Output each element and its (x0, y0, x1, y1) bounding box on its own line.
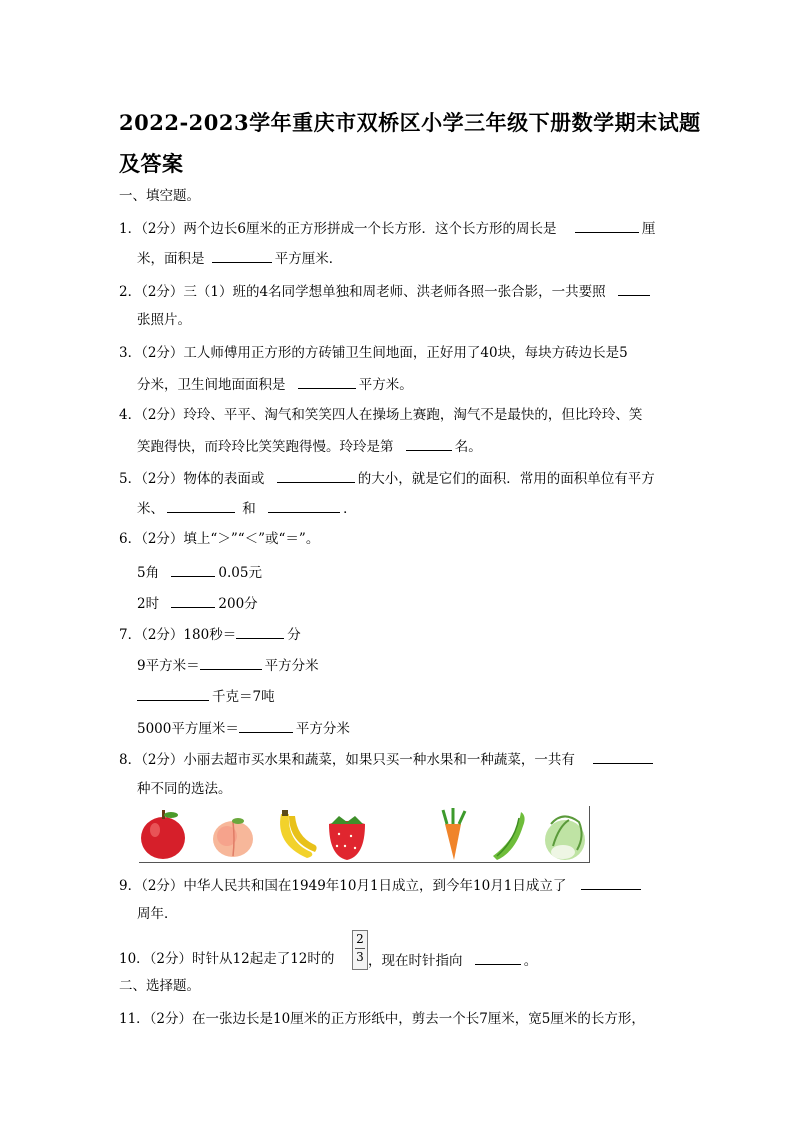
question-9: 9．（2分）中华人民共和国在1949年10月1日成立，到今年10月1日成立了 (119, 875, 644, 895)
produce-images (139, 806, 589, 862)
strawberry-icon (329, 816, 365, 860)
q7-blank-4[interactable] (239, 718, 293, 733)
fraction-numerator: 2 (356, 932, 364, 946)
question-4: 4．（2分）玲玲、平平、淘气和笑笑四人在操场上赛跑，淘气不是最快的，但比玲玲、笑 (119, 407, 643, 423)
fraction-bar (355, 948, 365, 949)
q7-blank-3[interactable] (137, 686, 209, 701)
q3-blank[interactable] (298, 374, 356, 389)
question-11: 11．（2分）在一张边长是10厘米的正方形纸中，剪去一个长7厘米，宽5厘米的长方形， (119, 1011, 645, 1027)
q10-blank[interactable] (475, 950, 521, 965)
q6-blank-1[interactable] (171, 562, 215, 577)
question-2-cont: 张照片。 (137, 312, 191, 328)
cabbage-icon (545, 816, 585, 860)
q7-item-2: 9平方米＝ 平方分米 (137, 655, 319, 675)
q6-blank-2[interactable] (171, 593, 215, 608)
q1-blank-area[interactable] (212, 248, 272, 263)
question-3-cont: 分米，卫生间地面面积是 平方米。 (137, 374, 413, 394)
question-5: 5．（2分）物体的表面或 的大小，就是它们的面积．常用的面积单位有平方 (119, 468, 655, 488)
question-1-cont: 米，面积是 平方厘米． (137, 248, 342, 268)
q5-blank-3[interactable] (268, 498, 340, 513)
q5-blank-1[interactable] (277, 468, 355, 483)
q7-item-3: 千克＝7吨 (137, 686, 275, 706)
q5-blank-2[interactable] (167, 498, 235, 513)
q7-blank-2[interactable] (200, 655, 262, 670)
carrot-icon (443, 808, 465, 860)
question-4-cont: 笑跑得快，而玲玲比笑笑跑得慢。玲玲是第 名。 (137, 436, 482, 456)
question-8-cont: 种不同的选法。 (137, 781, 232, 797)
q8-blank[interactable] (593, 749, 653, 764)
q9-blank[interactable] (581, 875, 641, 890)
pea-pod-icon (493, 812, 525, 860)
question-10: 10．（2分）时针从12起走了12时的 (119, 951, 335, 967)
banana-icon (280, 810, 317, 858)
q6-item-2: 2时 200分 (137, 593, 258, 613)
apple-icon (141, 810, 185, 859)
q7-blank-1[interactable] (236, 624, 284, 639)
page-title-cont: 及答案 (119, 151, 184, 176)
q1-blank-perimeter[interactable] (575, 218, 639, 233)
question-1 (119, 218, 655, 238)
peach-icon (213, 818, 253, 857)
question-3: 3．（2分）工人师傅用正方形的方砖铺卫生间地面，正好用了40块，每块方砖边长是5 (119, 345, 628, 361)
q7-item-4: 5000平方厘米＝ 平方分米 (137, 718, 350, 738)
section-heading-choice: 二、选择题。 (119, 978, 200, 994)
question-2: 2．（2分）三（1）班的4名同学想单独和周老师、洪老师各照一张合影，一共要照 (119, 281, 653, 301)
question-5-cont: 米、 和 ． (137, 498, 357, 518)
section-heading-fill: 一、填空题。 (119, 188, 200, 204)
question-9-cont: 周年． (137, 906, 178, 922)
q1-text: 1．（2分）两个边长6厘米的正方形拼成一个长方形．这个长方形的周长是 (119, 221, 557, 237)
q2-blank[interactable] (618, 281, 650, 296)
fruit-vegetable-picture (139, 806, 590, 863)
q1-unit: 厘 (641, 221, 656, 237)
question-7: 7．（2分）180秒＝ 分 (119, 624, 301, 644)
q4-blank[interactable] (406, 436, 452, 451)
question-10-cont: ，现在时针指向 。 (368, 950, 537, 970)
page-title: 2022-2023学年重庆市双桥区小学三年级下册数学期末试题 (119, 110, 701, 135)
fraction-two-thirds (352, 930, 368, 970)
fraction-denominator: 3 (356, 950, 364, 964)
q6-item-1: 5角 0.05元 (137, 562, 262, 582)
question-8: 8．（2分）小丽去超市买水果和蔬菜，如果只买一种水果和一种蔬菜，一共有 (119, 749, 656, 769)
question-6: 6．（2分）填上“＞”“＜”或“＝”。 (119, 531, 320, 547)
